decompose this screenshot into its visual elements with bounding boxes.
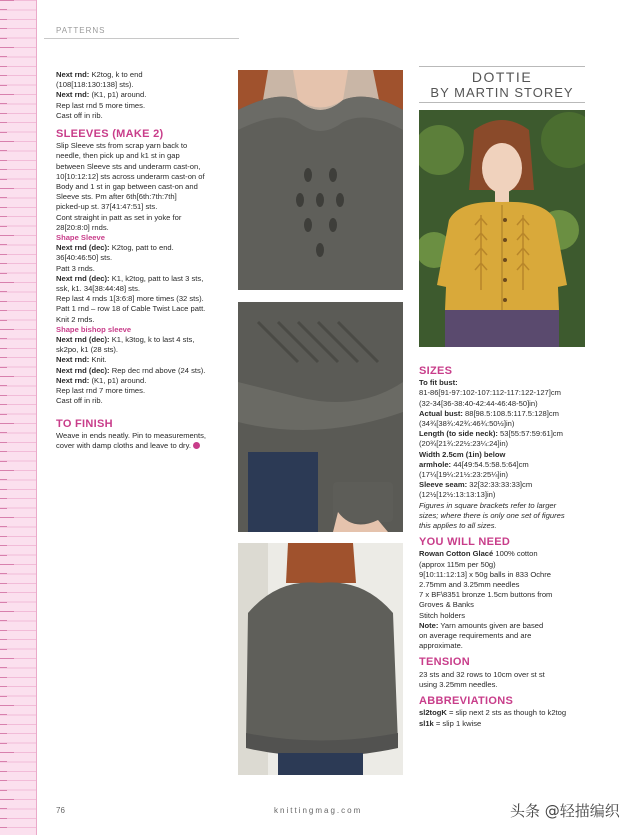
shape-sleeve-text [56,243,228,325]
text-line: Figures in square brackets refer to larger [419,500,557,510]
ruler-tick [0,338,7,339]
text-line [56,111,228,121]
ruler-tick [0,56,7,57]
text-line [56,366,228,376]
text-line [56,284,228,294]
ruler-tick [0,320,7,321]
body-text: 9[10:11:12:13] x 50g balls in 833 Ochre [419,569,551,579]
ruler-tick [0,113,7,114]
text-line: 23 sts and 32 rows to 10cm over st st [419,669,545,679]
ruler-tick [0,94,14,95]
bold-label: Length (to side neck): [419,429,498,439]
bold-label: To fit bust: [419,378,458,388]
text-line [419,708,585,718]
body-text: ssk, k1. 34[38:44:48] sts. [56,284,140,294]
ruler-tick [0,244,7,245]
body-text: K2tog, patt to end. [109,243,174,253]
text-line [419,549,585,559]
ruler-tick [0,310,7,311]
section-tag: PATTERNS [56,26,106,35]
bold-label: Next rnd: [56,70,90,79]
site-url: knittingmag.com [274,806,363,815]
sleeve-detail-photo [238,302,403,532]
ruler-tick [0,85,7,86]
text-line [56,376,228,386]
body-text: Rep last 4 rnds 1[3:6:8] more times (32 sts). [56,294,204,304]
title-line1: DOTTIE [471,69,533,85]
ruler-tick [0,188,14,189]
text-line [419,460,585,470]
shape-bishop-heading: Shape bishop sleeve [56,324,132,334]
ruler-tick [0,19,7,20]
text-line [419,399,585,409]
ruler-tick [0,235,14,236]
ruler-tick [0,470,14,471]
text-line: sizes; where there is only one set of figures [419,510,565,520]
text-line [56,253,228,263]
text-line [56,90,228,100]
shape-sleeve-heading: Shape Sleeve [56,233,105,243]
text-line: needle, then pick up and k1 st in gap [56,151,180,161]
ruler-tick [0,667,7,668]
bold-label: Next rnd: [56,375,90,385]
bold-label: Next rnd: [56,90,90,100]
text-line: picked-up st. 37[41:47:51] sts. [56,202,158,212]
ruler-tick [0,733,7,734]
ruler-tick [0,752,14,753]
ruler-tick [0,818,7,819]
you-will-need-heading: YOU WILL NEED [419,536,511,549]
text-line [419,580,585,590]
materials-text [419,549,585,651]
bold-label: Sleeve seam: [419,480,468,490]
pattern-title [419,66,585,103]
back-view-photo [238,543,403,775]
ruler-tick [0,451,7,452]
body-text: K1, k2tog, patt to last 3 sts, [109,273,204,283]
ruler-tick [0,696,7,697]
ruler-tick [0,442,7,443]
ruler-tick [0,724,7,725]
text-line [419,439,585,449]
ruler-tick [0,169,7,170]
body-text: (K1, p1) around. [89,375,147,385]
shape-bishop-text [56,335,228,406]
text-line: cover with damp cloths and leave to dry. [56,441,228,451]
ruler-tick [0,141,14,142]
body-text: (32-34[36-38:40-42:44-46:48-50]in) [419,398,538,408]
ruler-tick [0,47,14,48]
ruler-tick [0,423,14,424]
body-text: 88[98.5:108.5:117.5:128]cm [462,408,560,418]
ruler-tick [0,658,14,659]
text-line [419,621,585,631]
bold-label: Next rnd (dec): [56,243,110,253]
ruler-tick [0,28,7,29]
ruler-tick [0,536,7,537]
ruler-tick [0,686,7,687]
bold-label: Next rnd (dec): [56,365,110,375]
watermark-text: 头条 @轻描编织 [510,802,620,820]
text-line [56,80,228,90]
bold-label: Note: [419,620,439,630]
ruler-tick [0,254,7,255]
ruler-tick [0,526,7,527]
body-text: (34¾[38¾:42¾:46¾:50½]in) [419,419,515,429]
end-marker-icon [193,442,200,449]
body-text: 36[40:46:50] sts. [56,253,113,263]
ruler-tick [0,132,7,133]
ruler-tick [0,602,7,603]
tension-heading: TENSION [419,656,470,669]
ruler-tick [0,461,7,462]
body-text: 32[32:33:33:33]cm [467,480,533,490]
body-text: Rep last rnd 7 more times. [56,386,146,396]
text-line [56,386,228,396]
body-text: Cast off in rib. [56,396,103,406]
body-text: (12½[12½:13:13:13]in) [419,490,496,500]
text-line [419,600,585,610]
ruler-tick [0,790,7,791]
text-line [56,335,228,345]
yoke-detail-photo [238,70,403,290]
ruler-tick [0,479,7,480]
body-text: Rep dec rnd above (24 sts). [109,365,206,375]
body-text: Patt 1 rnd – row 18 of Cable Twist Lace patt. [56,304,206,314]
text-line [56,396,228,406]
ruler-tick [0,677,7,678]
text-line [419,570,585,580]
text-line [56,264,228,274]
body-text: Rep last rnd 5 more times. [56,100,146,110]
ruler-tick [0,273,7,274]
body-text: (17¼[19¼:21½:23:25¼]in) [419,470,509,480]
pattern-column [56,70,228,451]
ruler-tick [0,414,7,415]
info-column [419,360,585,729]
ruler-tick [0,639,7,640]
ruler-tick [0,555,7,556]
body-text: 100% cotton [493,549,538,559]
text-line [419,611,585,621]
abbreviations-heading: ABBREVIATIONS [419,695,514,708]
ruler-tick [0,122,7,123]
ruler-tick [0,498,7,499]
body-text: = slip next 2 sts as though to k2tog [446,708,567,718]
text-line: between Sleeve sts and underarm cast-on, [56,161,201,171]
body-text: Patt 3 rnds. [56,263,95,273]
body-text: = slip 1 kwise [433,718,482,728]
ruler-tick [0,329,14,330]
body-text: 81-86[91-97:102-107:112-117:122-127]cm [419,388,561,398]
body-text: 2.75mm and 3.25mm needles [419,580,520,590]
text-line [419,560,585,570]
ruler-tick [0,38,7,39]
text-line [419,419,585,429]
text-line [419,641,585,651]
ruler-tick [0,743,7,744]
text-line [419,480,585,490]
text-line [56,355,228,365]
sleeves-heading: SLEEVES (MAKE 2) [56,128,164,141]
body-text: Knit 2 rnds. [56,314,95,324]
body-text: on average requirements and are [419,631,532,641]
ruler-tick [0,179,7,180]
ruler-tick [0,226,7,227]
text-line: Weave in ends neatly. Pin to measurements, [56,430,206,440]
text-line [419,450,585,460]
ruler-tick [0,799,14,800]
body-text: Stitch holders [419,610,466,620]
measuring-ruler [0,0,37,835]
abbreviations-text [419,708,585,728]
ruler-tick [0,150,7,151]
text-line: Cont straight in patt as set in yoke for [56,212,182,222]
text-line: 10[10:12:12] sts across underarm cast-on of [56,171,205,181]
ruler-tick [0,216,7,217]
ruler-tick [0,808,7,809]
text-line: Sleeve sts. Pm after 6th[6th:7th:7th] [56,192,177,202]
body-text: Yarn amounts given are based [438,620,544,630]
ruler-tick [0,761,7,762]
ruler-tick [0,620,7,621]
text-line [56,243,228,253]
ruler-tick [0,714,7,715]
text-line: 28[20:8:0] rnds. [56,222,109,232]
bold-label: Next rnd (dec): [56,273,110,283]
ruler-tick [0,489,7,490]
text-line [419,490,585,500]
sizes-note [419,501,585,532]
ruler-tick [0,517,14,518]
bold-label: Actual bust: [419,408,463,418]
ruler-tick [0,282,14,283]
bold-label: Next rnd (dec): [56,335,110,345]
ruler-tick [0,705,14,706]
header-divider [44,38,239,39]
ruler-tick [0,780,7,781]
text-line [56,294,228,304]
ruler-tick [0,395,7,396]
bold-label: Width 2.5cm (1in) below [419,449,506,459]
text-line: Slip Sleeve sts from scrap yarn back to [56,141,188,151]
ruler-tick [0,348,7,349]
text-line [56,304,228,314]
ruler-tick [0,0,14,1]
body-text: sk2po, k1 (28 sts). [56,345,119,355]
body-text: 53[55:57:59:61]cm [497,429,563,439]
body-text: (approx 115m per 50g) [419,559,496,569]
text-line [419,388,585,398]
ruler-tick [0,573,7,574]
page-number: 76 [56,806,65,815]
ruler-tick [0,404,7,405]
bold-label: Next rnd: [56,355,90,365]
ruler-tick [0,583,7,584]
ruler-tick [0,75,7,76]
ruler-tick [0,367,7,368]
bold-label: sl2togK [419,708,447,718]
body-text: (108[118:130:138] sts). [56,80,134,90]
body-text: (20¾[21¾:22½:23¼:24]in) [419,439,509,449]
text-line [56,315,228,325]
body-text: 7 x BF\8351 bronze 1.5cm buttons from [419,590,553,600]
ruler-tick [0,9,7,10]
body-text: 44[49:54.5:58.5:64]cm [451,459,529,469]
body-text: Groves & Banks [419,600,474,610]
text-line [419,378,585,388]
model-photo [419,110,585,347]
ruler-tick [0,103,7,104]
text-line [419,719,585,729]
ruler-tick [0,263,7,264]
text-line [56,70,228,80]
ruler-tick [0,160,7,161]
ruler-tick [0,630,7,631]
sizes-heading: SIZES [419,365,453,377]
ruler-tick [0,649,7,650]
body-text: Cast off in rib. [56,110,103,120]
ruler-tick [0,545,7,546]
body-text: (K1, p1) around. [89,90,147,100]
ruler-tick [0,301,7,302]
text-line [419,429,585,439]
sizes-text [419,378,585,500]
ruler-tick [0,827,7,828]
ruler-tick [0,592,7,593]
ruler-tick [0,376,14,377]
ruler-tick [0,611,14,612]
text-line [419,409,585,419]
text-line [419,470,585,480]
body-text: K2tog, k to end [89,70,143,79]
ruler-tick [0,432,7,433]
text-line [419,590,585,600]
text-line: Body and 1 st in gap between cast-on and [56,182,198,192]
text-line: this applies to all sizes. [419,521,497,531]
ruler-tick [0,564,14,565]
ruler-tick [0,207,7,208]
designer-line: BY MARTIN STOREY [430,85,574,100]
ruler-tick [0,508,7,509]
ruler-tick [0,357,7,358]
ruler-tick [0,66,7,67]
bold-label: Rowan Cotton Glacé [419,549,494,559]
bold-label: sl1k [419,718,434,728]
ruler-tick [0,291,7,292]
finish-heading: TO FINISH [56,417,113,430]
ruler-tick [0,197,7,198]
bold-label: armhole: [419,459,452,469]
text-line [56,101,228,111]
sleeves-text [56,141,228,233]
body-text: Knit. [89,355,107,365]
text-line [56,345,228,355]
top-instructions [56,70,228,121]
body-text: approximate. [419,641,463,651]
ruler-tick [0,771,7,772]
body-text: K1, k3tog, k to last 4 sts, [109,335,195,345]
text-line [56,274,228,284]
text-line [419,631,585,641]
tension-text [419,670,585,690]
ruler-tick [0,385,7,386]
finish-text [56,431,228,451]
text-line: using 3.25mm needles. [419,679,498,689]
